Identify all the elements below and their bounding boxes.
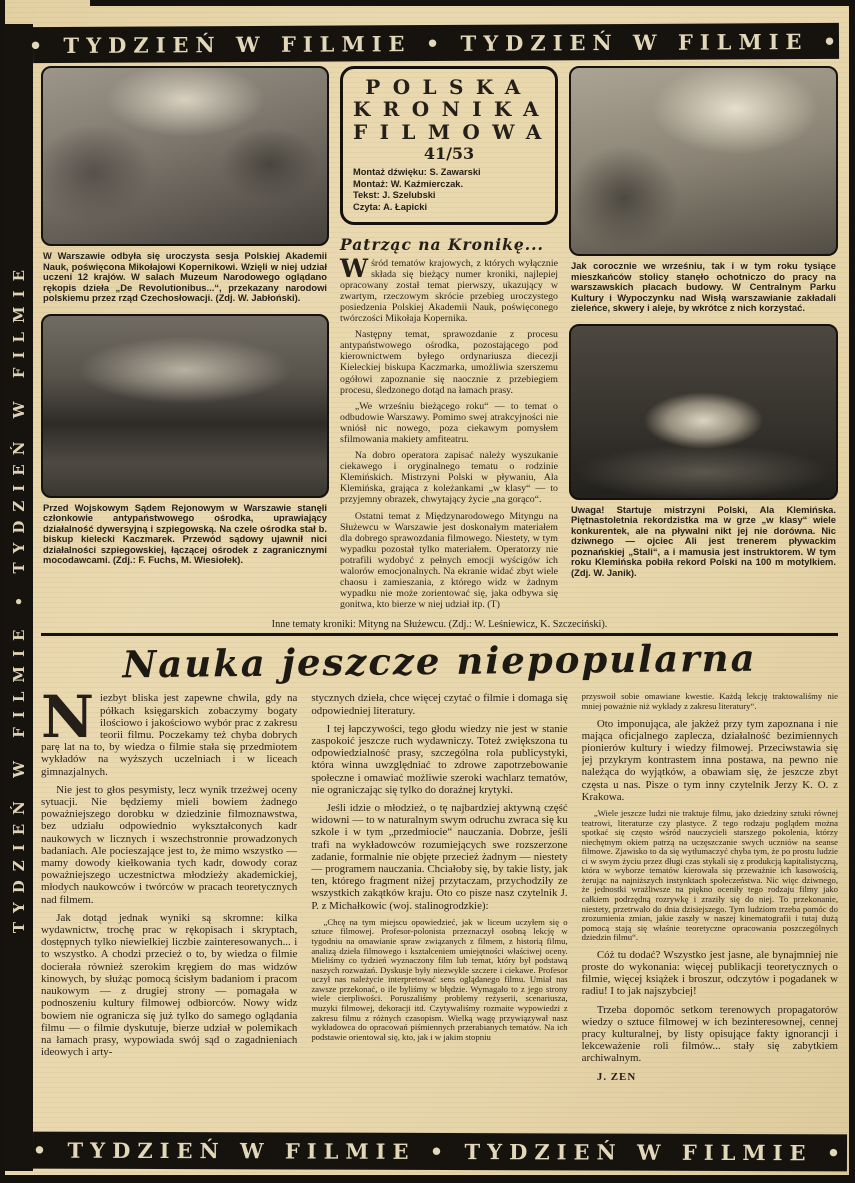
feature-article-title: Nauka jeszcze niepopularna (122, 636, 757, 687)
photo-park-volunteers (569, 66, 838, 256)
photo-caption-court: Przed Wojskowym Sądem Rejonowym w Warszawie stanęli członkowie antypaństwowego ośrodka, uprawiający działalność dywersyjną i szpiegowską. Na czele ośrodka stał b. biskup kielecki Kaczmarek. Przewód sądowy ujawnił nici działalności szpiegowskiej, łączącej ośrodek z zagranicznymi mocodawcami. (Zdj.: F. Fuchs, M. Wiesiołek). (43, 501, 327, 566)
article-paragraph: Na dobro operatora zapisać należy wyszukanie ciekawego i oryginalnego tematu o rodzinie Klemińskich. Mistrzyni Polski w pływaniu, Ala Klemińska, grająca z koleżankami „w klasy“ — to przyjemny obrazek, chwytający życie „na gorąco“. (340, 450, 558, 506)
page-content (41, 66, 838, 1131)
paragraph-text: śród tematów krajowych, z których wyłącznie składa się bieżący numer kroniki, najlepiej opracowany został temat pierwszy, ukazujący w zwartym, rzeczowym skrócie przebieg uroczystego posiedzenia Polskiej Akademii Nauk, poświęconego twórczości Mikołaja Kopernika. (340, 257, 558, 325)
top-banner-text: • TYDZIEŃ W FILMIE • TYDZIEŃ W FILMIE • (28, 28, 844, 58)
photo-caption-swimmer: Uwaga! Startuje mistrzyni Polski, Ala Klemińska. Piętnastoletnia rekordzistka ma w grze „w klasy“ wiele konkurentek, ale na pływalni nikt jej nie dorówna. Nic dziwnego — ojciec Ali jest trenerem pływackim poznańskiej „Stali“, a i mamusia jest instruktorem. W tym roku Klemińska pobiła rekord Polski na 100 m motylkiem. (Zdj. W. Janik). (571, 503, 836, 578)
photo-caption-academy: W Warszawie odbyła się uroczysta sesja Polskiej Akademii Nauk, poświęcona Mikołajowi Kopernikowi. Wzięli w niej udział uczeni 12 krajów. W salach Muzeum Narodowego oglądano rękopis dzieła „De Revolutionibus...“, przekazany narodowi polskiemu przez rząd Czechosłowacji. (Zdj. W. Jabłoński). (43, 250, 327, 304)
article-paragraph: Następny temat, sprawozdanie z procesu antypaństwowego ośrodka, pozostającego pod kierownictwem byłego ordynariusza diecezji Kieleckiej biskupa Kaczmarka, umożliwia szerszemu ogółowi zapoznanie się naocznie z przebiegiem procesu, śledzonego dotąd na łamach prasy. (340, 329, 558, 396)
bottom-banner-text: • TYDZIEŃ W FILMIE • TYDZIEŃ W FILMIE • (32, 1137, 848, 1166)
feature-column-2 (311, 692, 567, 1088)
bottom-banner (33, 1132, 847, 1172)
center-column (340, 66, 558, 615)
drop-cap: W (340, 253, 369, 283)
article-paragraph: Jeśli idzie o młodzież, o tę najbardziej aktywną część widowni — to w naturalnym swym odruchu zwraca się ku szkole i w tym „przedmiocie“ nauczania. Dobrze, jeśli trafi na wykładowców rozumiejących swe rozszerzone zadanie, formalnie nie objęte przecież żadnym — niestety — programem nauczania. Chciałoby się, by takie listy, jak ten, którego fragment niżej przytaczam, przychodziły ze wszystkich zakątków kraju. Oto co pisze nasz czytelnik J. P. z Michałkowic (woj. stalinogrodzkie): (311, 802, 568, 912)
photo-military-court (41, 314, 329, 498)
pkf-title-line-2: KRONIKA (353, 97, 551, 122)
pkf-title-line-3: FILMOWA (353, 119, 554, 144)
top-banner (28, 23, 844, 63)
page-frame-top (90, 0, 855, 6)
left-column (41, 66, 329, 615)
article-paragraph: Ostatni temat z Międzynarodowego Mityngu na Służewcu w Warszawie jest doskonałym materiałem dla dobrego sprawozdania filmowego. Niestety, w tym wypadku pozostał tylko materiałem. Operatorzy nie potrafili wydobyć z pełnych emocji wyścigów ich walorów emocjonalnych. Na ekranie widać zbyt wiele chaosu i zamieszania, z którego widz w żadnym wypadku nie może zorientować się, jaka odbywa się gonitwa, kto bierze w niej udział itp. (T) (340, 510, 558, 611)
feature-column-1 (41, 692, 297, 1088)
article-paragraph: Nie jest to głos pesymisty, lecz wynik trzeźwej oceny sytuacji. Nie będziemy mieli bowiem żadnego poważniejszego dorobku w dziedzinie filmoznawstwa, bez udziału odpowiednio wykształconych kadr naukowych w licznych i wszechstronnie prowadzonych badaniach. Ale pocieszające jest to, że mimo wszystko — mamy dowody kiełkowania tych kadr, dowody coraz poważniejszego uczestnictwa młodzieży akademickiej, młodych naukowców i twórców w pracach teoretycznych nad filmem. (41, 783, 298, 906)
side-banner-text: TYDZIEŃ W FILMIE • TYDZIEŃ W FILMIE (10, 261, 28, 934)
article-paragraph: stycznych dzieła, chce więcej czytać o filmie i domaga się odpowiedniej literatury. (311, 692, 568, 717)
pkf-title-line-1: POLSKA (365, 75, 533, 99)
pkf-issue-number: 41/53 (423, 144, 475, 164)
article-paragraph: Trzeba dopomóc setkom terenowych propagatorów wiedzy o sztuce filmowej w ich bezinteresownej, cennej pracy kulturalnej, by listy opisujące fakty ignorancji i lekceważenie roli filmów... stały się zabytkiem archiwalnym. (581, 1003, 838, 1065)
article-paragraph: I tej łapczywości, tego głodu wiedzy nie jest w stanie zaspokoić jeszcze ruch wydawniczy. Toteż zwiększona tu odpowiedzialność prasy, szczególna rola publicystyki, która winna uwzględniać to zdrowe zapotrzebowanie społeczne i omawiać możliwie szeroki wachlarz tematów, nie ograniczając się tylko do doraźnej krytyki. (311, 722, 568, 796)
pkf-credit-editing: Montaż: W. Kaźmierczak. (353, 178, 464, 189)
page-frame-bottom (0, 1175, 855, 1183)
page-frame-right (849, 0, 855, 1183)
article-paragraph: „We wrześniu bieżącego roku“ — to temat o odbudowie Warszawy. Pomimo swej atrakcyjności nie wniósł nic nowego, poza ciekawym pomysłem sfilmowania makiety amfiteatru. (340, 400, 558, 446)
pkf-credit-narrator: Czyta: A. Łapicki (353, 202, 428, 212)
paragraph-text: iezbyt bliska jest zapewne chwila, gdy na półkach księgarskich zobaczymy bogaty ilościowo i jakościowo wybór prac z zakresu teorii filmu. Poczekamy też chyba dobrych parę lat na to, by wiedza o filmie stała się przedmiotem wykładów na wyższych uczelniach i w liceach gimnazjalnych. (41, 692, 298, 778)
article-paragraph (340, 253, 558, 325)
pkf-credit-sound: Montaż dźwięku: S. Zawarski (353, 167, 481, 178)
kronika-article-title: Patrząc na Kronikę... (340, 234, 544, 254)
photo-academy-session (41, 66, 329, 246)
author-signature: J. ZEN (596, 1070, 637, 1083)
side-banner (5, 24, 33, 1171)
reader-letter-quote: „Wiele jeszcze ludzi nie traktuje filmu, jako dziedziny sztuki równej teatrowi, literaturze czy plastyce. Z tego rodzaju poglądem można spotkać się często wśród nauczycieli starszego pokolenia, którzy niechętnym okiem patrzą na uczęszczanie swych uczniów na seanse filmowe. Zjawisko to da się wytłumaczyć chyba tym, że po prostu ludzie ci w swym życiu przez długi czas stykali się z produkcją kapitalistyczną, która w wyborze tematów kierowała się przeważnie ich kasowością, żerując na najniższych instynktach społeczeństwa. Nic więc dziwnego, że jednostki wrażliwsze na piękno oceniły tego rodzaju filmy jako całkiem podrzędną rozrywkę i zraziły się do niej. To przekonanie, niestety, przetrwało do dnia dzisiejszego. Tym ludziom trzeba pomóc do zrozumienia zmian, jakie zaszły w naszej kinematografii i tutaj dużą pomocą stają się właśnie teoretyczne opracowania poszczególnych dziedzin filmu“. (581, 807, 838, 943)
kronika-section (41, 66, 838, 615)
drop-cap: N (41, 692, 95, 752)
photo-caption-park: Jak corocznie we wrześniu, tak i w tym roku tysiące mieszkańców stolicy stanęło ochotniczo do pracy na warszawskich placach budowy. W Centralnym Parku Kultury i Wypoczynku nad Wisłą warszawianie zakładali zieleńce, skwery i aleje, by wkrótce z nich korzystać. (571, 260, 836, 314)
other-topics-line: Inne tematy kroniki: Mityng na Służewcu. (Zdj.: W. Leśniewicz, K. Szczeciński). (271, 619, 608, 631)
feature-column-3 (582, 692, 838, 1088)
reader-letter-quote: przyswoił sobie omawiane kwestie. Każdą lekcję traktowaliśmy nie mniej poważnie niż wykłady z zakresu literatury“. (581, 692, 838, 711)
article-paragraph: Jak dotąd jednak wyniki są skromne: kilka wydawnictw, trochę prac w rękopisach i skryptach, dostępnych tylko niewielkiej liczbie zainteresowanych... i to wszystko. A chodzi przecież o to, by wiedza o filmie docierała również szerokim kręgiem do mas widzów kinowych, by służąc pomocą ścisłym badaniom i pracom naukowym — z drugiej strony — pomagała w podnoszeniu kultury filmowej odbiorców. Nowy widz bowiem nie ogranicza się już tylko do samego oglądania filmu — o filmie dyskutuje, bierze udział w polemikach na łamach prasy, wypowiada swój sąd o zagadnieniach ideowych i arty- (41, 911, 298, 1059)
article-paragraph: Oto imponująca, ale jakżeż przy tym zapoznana i nie mająca oficjalnego zaplecza, działalność bezimiennych pionierów kultury i wiedzy filmowej. Przeciwstawia się jej przykrym kontrastem inna postawa, na pewno nie należąca do wyjątków, a obawiam się, że jeszcze zbyt częsta u nas. Pisze o tym inny czytelnik Jerzy K. O. z Krakowa. (581, 717, 838, 803)
pkf-credits-box (340, 66, 558, 225)
right-column (569, 66, 838, 615)
photo-swimmer (569, 324, 838, 500)
article-paragraph: Cóż tu dodać? Wszystko jest jasne, ale bynajmniej nie proste do wykonania: więcej publikacji teoretycznych o filmie, więcej książek i broszur, odczytów i pogadanek w radiu! I to jak najszybciej! (581, 948, 838, 998)
reader-letter-quote: „Chcę na tym miejscu opowiedzieć, jak w liceum uczyłem się o sztuce filmowej. Profesor-polonista przeznaczył osobną lekcję w tygodniu na omawianie spraw związanych z filmem, z historią filmu, analizą dzieła filmowego i kształceniem umiejętności właściwej oceny. Mieliśmy co tydzień wyznaczony film lub temat, który był podstawą naszych rozważań. Dyskusje były niezwykle szczere i ciekawe. Profesor uczył nas należycie interpretować sens oglądanego filmu. Umiał nas zawsze przekonać, o ile byliśmy w błędzie. Wymagało to z jego strony wiele cierpliwości. Poruszaliśmy problemy reżyserii, scenariusza, muzyki filmowej, dekoracji itd. Czytywaliśmy rozmaite wypowiedzi z zakresu filmu z różnych czasopism. Wielką wagę przywiązywał nasz wykładowca do opracowań piśmiennych przerabianych tematów. Na ich podstawie orientował się, kto, jak i w jakim stopniu (311, 916, 568, 1042)
article-paragraph (41, 692, 297, 777)
feature-article-body (41, 692, 838, 1088)
pkf-credit-text: Tekst: J. Szelubski (353, 190, 436, 201)
kronika-article-body (340, 253, 558, 611)
